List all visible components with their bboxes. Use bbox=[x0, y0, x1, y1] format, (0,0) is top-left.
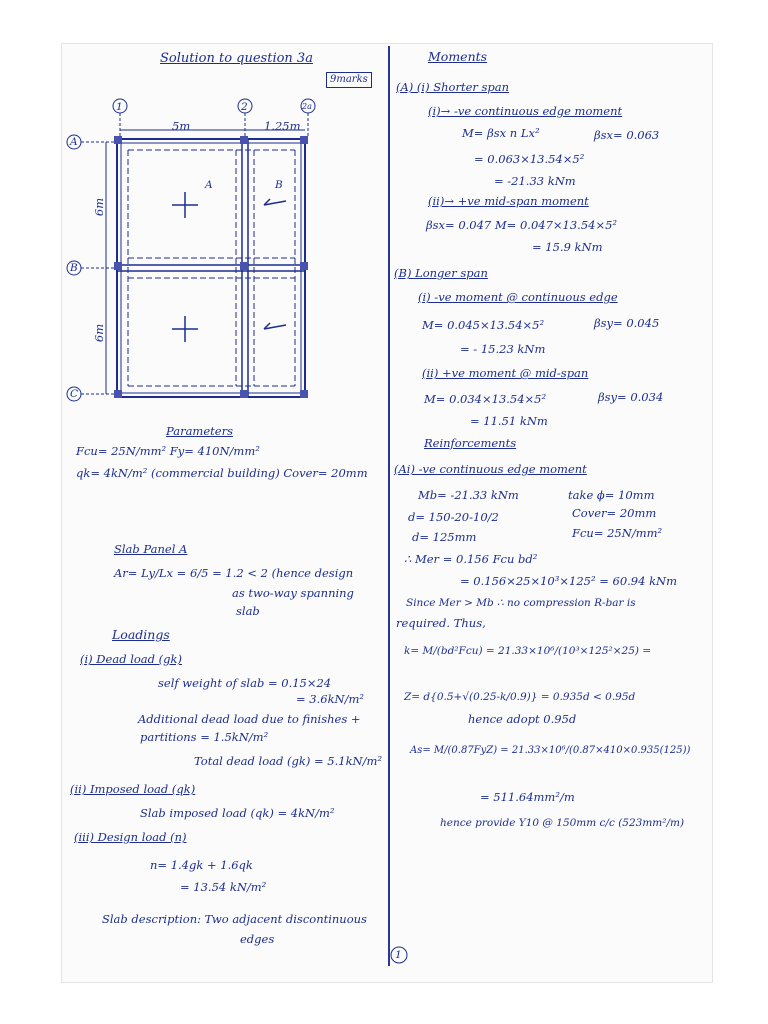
imposed-load-line: Slab imposed load (qk) = 4kN/m² bbox=[140, 806, 335, 820]
dead-load-line-2: = 3.6kN/m² bbox=[296, 692, 365, 706]
imposed-load-heading: (ii) Imposed load (qk) bbox=[70, 782, 196, 796]
design-load-line-1: n= 1.4gk + 1.6qk bbox=[150, 858, 253, 872]
panel-label-B: B bbox=[275, 179, 283, 191]
neg-moment-longer-heading: (i) -ve moment @ continuous edge bbox=[418, 290, 618, 304]
adopt-lever-arm: hence adopt 0.95d bbox=[468, 712, 577, 726]
pos-moment-longer-heading: (ii) +ve moment @ mid-span bbox=[422, 366, 589, 380]
column-marker bbox=[114, 136, 122, 144]
bar-diameter: take ϕ= 10mm bbox=[568, 488, 655, 502]
span-label-6m-bottom: 6m bbox=[92, 323, 107, 343]
moment-result-1: = -21.33 kNm bbox=[494, 174, 576, 188]
params-line-2: qk= 4kN/m² (commercial building) Cover= 20mm bbox=[76, 466, 368, 480]
moments-heading: Moments bbox=[428, 49, 488, 64]
cover-value: Cover= 20mm bbox=[572, 506, 657, 520]
design-load-line-2: = 13.54 kN/m² bbox=[180, 880, 267, 894]
moment-result-4: = 11.51 kNm bbox=[470, 414, 548, 428]
design-moment-mb: Mb= -21.33 kNm bbox=[418, 488, 519, 502]
beta-sy-midspan: βsy= 0.034 bbox=[598, 390, 664, 404]
column-marker bbox=[300, 136, 308, 144]
column-marker bbox=[300, 262, 308, 270]
fcu-value: Fcu= 25N/mm² bbox=[572, 526, 663, 540]
aspect-ratio-line: Ar= Ly/Lx = 6/5 = 1.2 < 2 (hence design bbox=[114, 566, 354, 580]
span-label-5m: 5m bbox=[172, 119, 191, 133]
moment-calc-4: M= 0.034×13.54×5² bbox=[424, 392, 547, 406]
dead-load-heading: (i) Dead load (gk) bbox=[80, 652, 182, 666]
parameters-heading: Parameters bbox=[166, 424, 233, 438]
longer-span-heading: (B) Longer span bbox=[394, 266, 488, 280]
column-marker bbox=[114, 262, 122, 270]
total-dead-load: Total dead load (gk) = 5.1kN/m² bbox=[194, 754, 382, 768]
lever-arm: Z= d{0.5+√(0.25-k/0.9)} = 0.935d < 0.95d bbox=[404, 691, 636, 703]
moment-result-3: = - 15.23 kNm bbox=[460, 342, 546, 356]
column-marker bbox=[240, 136, 248, 144]
moment-calc-3: M= 0.045×13.54×5² bbox=[422, 318, 545, 332]
steel-area-formula: As= M/(0.87FyZ) = 21.33×10⁶/(0.87×410×0.935(125)) bbox=[410, 745, 691, 756]
moment-capacity-calc: = 0.156×25×10³×125² = 60.94 kNm bbox=[460, 574, 678, 588]
pos-midspan-moment-heading: (ii)→ +ve mid-span moment bbox=[428, 194, 589, 208]
slab-description-2: edges bbox=[240, 932, 275, 946]
moment-formula: M= βsx n Lx² bbox=[462, 126, 540, 140]
beta-sy-continuous: βsy= 0.045 bbox=[594, 316, 660, 330]
column-marker bbox=[300, 390, 308, 398]
required-thus: required. Thus, bbox=[396, 616, 486, 630]
grid-label-1: 1 bbox=[116, 101, 123, 113]
params-line-1: Fcu= 25N/mm² Fy= 410N/mm² bbox=[76, 444, 260, 458]
moment-calc-1: = 0.063×13.54×5² bbox=[474, 152, 585, 166]
shorter-span-heading: (A) (i) Shorter span bbox=[396, 80, 510, 94]
compression-check: Since Mer > Mb ∴ no compression R-bar is bbox=[406, 597, 636, 609]
solution-title: Solution to question 3a bbox=[160, 51, 313, 66]
dead-load-line-4: partitions = 1.5kN/m² bbox=[140, 730, 269, 744]
span-label-6m-top: 6m bbox=[92, 197, 107, 217]
grid-label-B: B bbox=[70, 262, 78, 274]
grid-label-2: 2 bbox=[241, 101, 248, 113]
slab-panel-heading: Slab Panel A bbox=[114, 542, 188, 556]
aspect-ratio-line-3: slab bbox=[236, 604, 260, 618]
reinf-neg-edge-heading: (Ai) -ve continuous edge moment bbox=[394, 462, 587, 476]
neg-edge-moment-heading: (i)→ -ve continuous edge moment bbox=[428, 104, 623, 118]
page-number: 1 bbox=[395, 949, 402, 961]
effective-depth-calc: d= 150-20-10/2 bbox=[408, 510, 499, 524]
reinforcements-heading: Reinforcements bbox=[424, 436, 517, 450]
loadings-heading: Loadings bbox=[112, 627, 170, 642]
dead-load-line-1: self weight of slab = 0.15×24 bbox=[158, 676, 332, 690]
panel-label-A: A bbox=[205, 179, 213, 191]
k-factor: k= M/(bd²Fcu) = 21.33×10⁶/(10³×125²×25) = bbox=[404, 645, 652, 657]
grid-label-A: A bbox=[70, 136, 78, 148]
design-load-heading: (iii) Design load (n) bbox=[74, 830, 187, 844]
grid-label-C: C bbox=[70, 388, 79, 400]
effective-depth: d= 125mm bbox=[412, 530, 477, 544]
span-label-1-25m: 1.25m bbox=[264, 119, 301, 133]
beta-sx-continuous: βsx= 0.063 bbox=[594, 128, 660, 142]
provided-reinforcement: hence provide Y10 @ 150mm c/c (523mm²/m) bbox=[440, 817, 685, 829]
moment-result-2: = 15.9 kNm bbox=[532, 240, 603, 254]
moment-capacity-formula: ∴ Mer = 0.156 Fcu bd² bbox=[404, 552, 538, 566]
steel-area-result: = 511.64mm²/m bbox=[480, 790, 575, 804]
grid-label-2a: 2a bbox=[302, 102, 312, 111]
column-marker bbox=[240, 262, 248, 270]
aspect-ratio-line-2: as two-way spanning bbox=[232, 586, 354, 600]
column-marker bbox=[240, 390, 248, 398]
moment-calc-2: βsx= 0.047 M= 0.047×13.54×5² bbox=[426, 218, 618, 232]
dead-load-line-3: Additional dead load due to finishes + bbox=[138, 712, 361, 726]
column-marker bbox=[114, 390, 122, 398]
marks-box: 9marks bbox=[326, 72, 372, 88]
slab-description: Slab description: Two adjacent discontinuous bbox=[102, 912, 367, 926]
